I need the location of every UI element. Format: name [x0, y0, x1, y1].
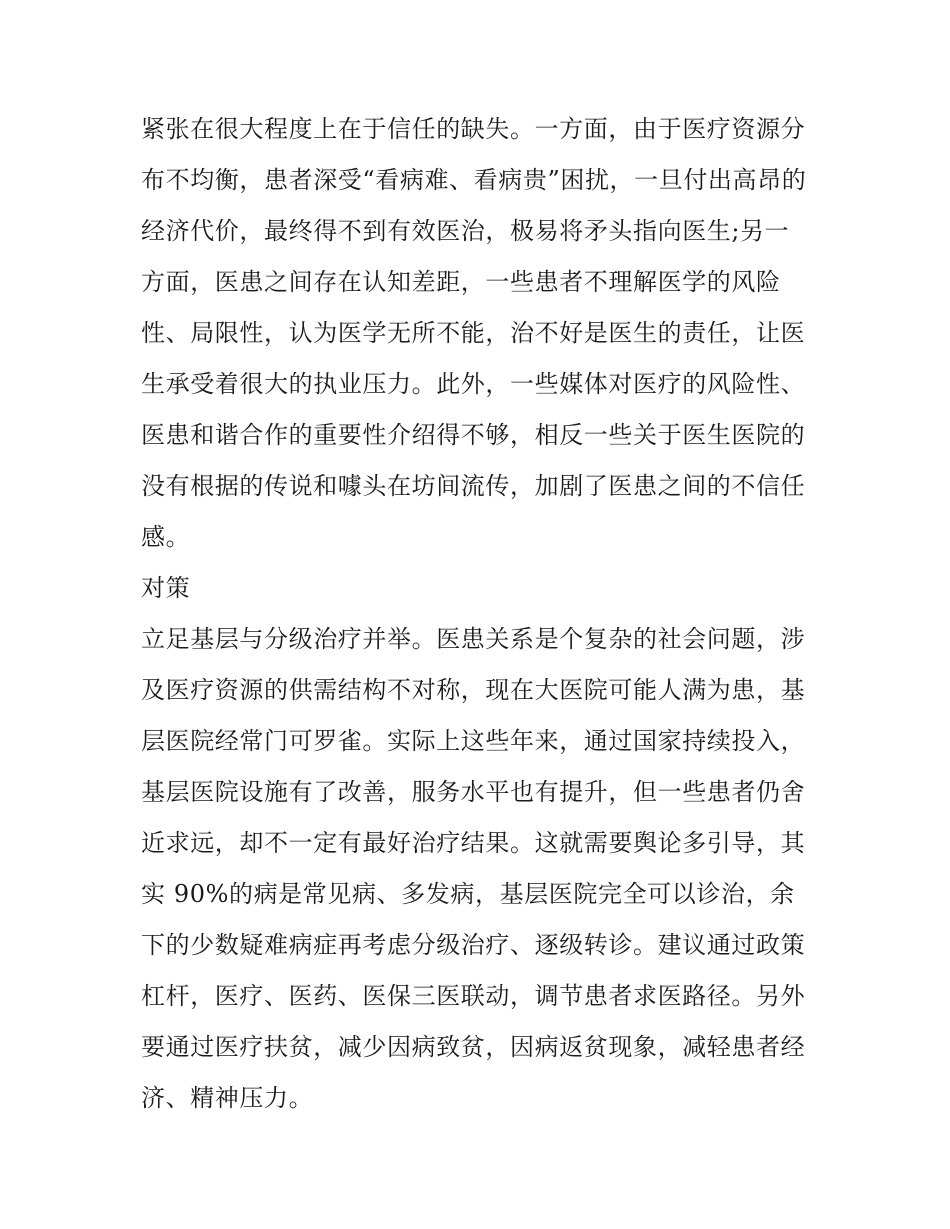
- document-body: [141, 104, 821, 1124]
- text-line: 基层医院设施有了改善，服务水平也有提升，但一些患者仍舍: [141, 778, 806, 806]
- text-line: 布不均衡，患者深受“看病难、看病贵”困扰，一旦付出高昂的: [141, 166, 807, 194]
- text-line: 济、精神压力。: [141, 1084, 314, 1112]
- text-line: 杠杆，医疗、医药、医保三医联动，调节患者求医路径。另外: [141, 982, 806, 1010]
- paragraph-countermeasures: [141, 614, 821, 1124]
- text-line: 层医院经常门可罗雀。实际上这些年来，通过国家持续投入，: [141, 727, 806, 755]
- text-line: 感。: [141, 523, 191, 551]
- text-line: 要通过医疗扶贫，减少因病致贫，因病返贫现象，减轻患者经: [141, 1033, 806, 1061]
- text-line: 性、局限性，认为医学无所不能，治不好是医生的责任，让医: [141, 319, 806, 347]
- text-line: 及医疗资源的供需结构不对称，现在大医院可能人满为患，基: [141, 676, 806, 704]
- text-line: 生承受着很大的执业压力。此外，一些媒体对医疗的风险性、: [141, 370, 806, 398]
- text-line: 近求远，却不一定有最好治疗结果。这就需要舆论多引导，其: [141, 829, 806, 857]
- text-line: 医患和谐合作的重要性介绍得不够，相反一些关于医生医院的: [141, 421, 806, 449]
- text-line: 经济代价，最终得不到有效医治，极易将矛头指向医生;另一: [141, 217, 790, 245]
- text-line: 方面，医患之间存在认知差距，一些患者不理解医学的风险: [141, 268, 781, 296]
- text-line: 立足基层与分级治疗并举。医患关系是个复杂的社会问题，涉: [141, 625, 806, 653]
- text-line: 实 90%的病是常见病、多发病，基层医院完全可以诊治，余: [141, 880, 795, 908]
- paragraph-trust-deficit: [141, 104, 821, 563]
- text-line: 下的少数疑难病症再考虑分级治疗、逐级转诊。建议通过政策: [141, 931, 806, 959]
- text-line: 紧张在很大程度上在于信任的缺失。一方面，由于医疗资源分: [141, 115, 806, 143]
- section-heading: 对策: [141, 574, 191, 602]
- text-line: 没有根据的传说和噱头在坊间流传，加剧了医患之间的不信任: [141, 472, 806, 500]
